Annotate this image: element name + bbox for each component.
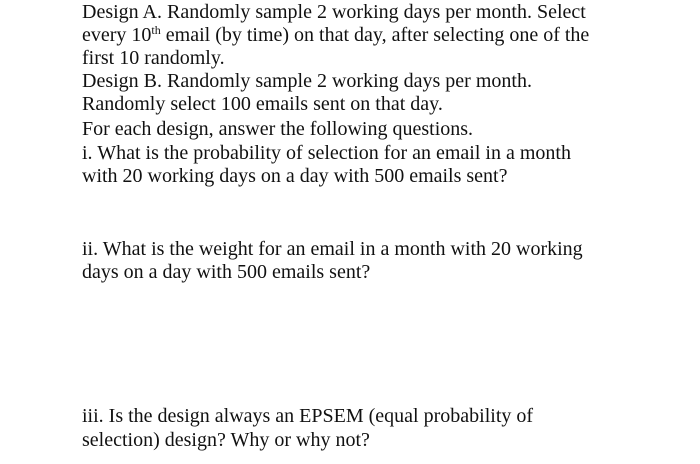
design-b-line-1: Design B. Randomly sample 2 working days per month. [82,70,532,92]
design-a-line-2-start: every 10 [82,24,152,46]
question-3-line-2: selection) design? Why or why not? [82,429,370,451]
design-a-line-2 [82,24,589,47]
question-1-line-1: i. What is the probability of selection for an email in a month [82,142,571,164]
design-a-line-2-end: email (by time) on that day, after selecting one of the [160,24,590,46]
question-2-line-2: days on a day with 500 emails sent? [82,261,371,283]
question-1-line-2: with 20 working days on a day with 500 emails sent? [82,165,508,187]
question-2-line-1: ii. What is the weight for an email in a month with 20 working [82,238,583,260]
design-a-line-3: first 10 randomly. [82,47,225,69]
design-b-line-2: Randomly select 100 emails sent on that day. [82,93,443,115]
design-a-line-1: Design A. Randomly sample 2 working days per month. Select [82,1,586,23]
question-3-line-1: iii. Is the design always an EPSEM (equal probability of [82,405,534,427]
ordinal-superscript: th [151,23,161,37]
instructions-text: For each design, answer the following questions. [82,118,474,140]
